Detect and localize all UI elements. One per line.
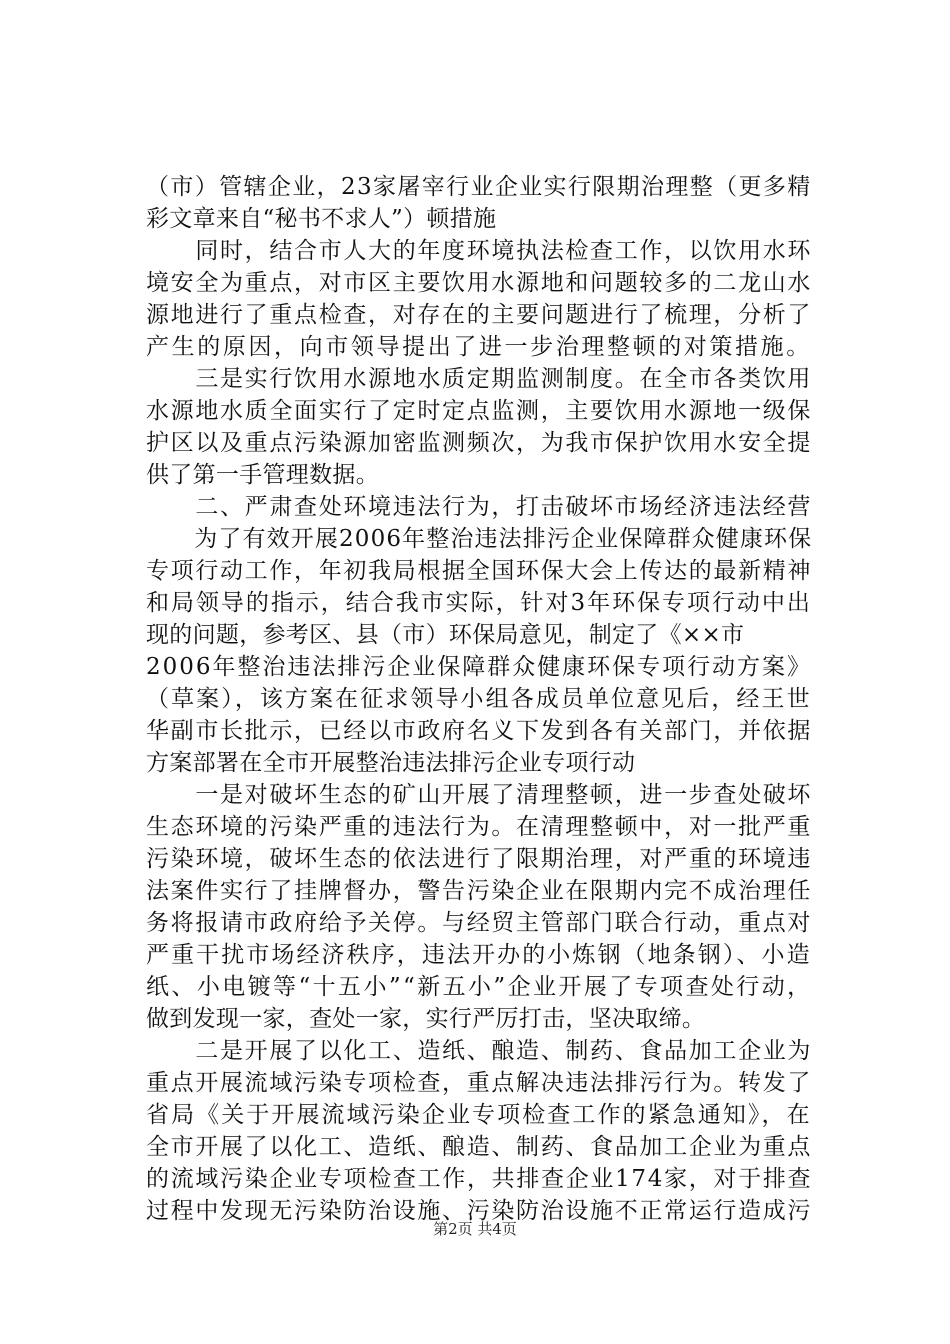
text-line: 的流域污染企业专项检查工作，共排查企业174家，对于排查 [146, 1166, 813, 1192]
text-line: （市）管辖企业，23家屠宰行业企业实行限期治理整（更多精 [146, 174, 812, 200]
text-line: 污染环境，破坏生态的依法进行了限期治理，对严重的环境违 [146, 846, 813, 872]
text-line: 严重干扰市场经济秩序，违法开办的小炼钢（地条钢）、小造 [146, 942, 812, 968]
text-line: 过程中发现无污染防治设施、污染防治设施不正常运行造成污 [146, 1198, 813, 1224]
document-body [146, 171, 812, 1227]
text-line: 供了第一手管理数据。 [146, 462, 379, 488]
text-line: 境安全为重点，对市区主要饮用水源地和问题较多的二龙山水 [146, 270, 813, 296]
text-line: 方案部署在全市开展整治违法排污企业专项行动 [146, 750, 636, 776]
text-line: 全市开展了以化工、造纸、酿造、制药、食品加工企业为重点 [146, 1134, 813, 1160]
page-footer: 第2页 共4页 [433, 1220, 517, 1238]
text-line: 做到发现一家，查处一家，实行严厉打击，坚决取缔。 [146, 1006, 706, 1032]
text-line: 生态环境的污染严重的违法行为。在清理整顿中，对一批严重 [146, 814, 813, 840]
text-line: 和局领导的指示，结合我市实际，针对3年环保专项行动中出 [146, 590, 812, 616]
text-line: 法案件实行了挂牌督办，警告污染企业在限期内完不成治理任 [146, 878, 813, 904]
text-line: 水源地水质全面实行了定时定点监测，主要饮用水源地一级保 [146, 398, 813, 424]
text-line: 重点开展流域污染专项检查，重点解决违法排污行为。转发了 [146, 1070, 813, 1096]
text-line: 同时，结合市人大的年度环境执法检查工作，以饮用水环 [146, 238, 813, 264]
text-line: 源地进行了重点检查，对存在的主要问题进行了梳理，分析了 [146, 302, 813, 328]
text-line: 彩文章来自“秘书不求人”）顿措施 [146, 206, 497, 232]
text-line: 现的问题，参考区、县（市）环保局意见，制定了《××市 [146, 622, 745, 648]
text-line: 二、严肃查处环境违法行为，打击破坏市场经济违法经营 [146, 494, 813, 520]
text-line: 护区以及重点污染源加密监测频次，为我市保护饮用水安全提 [146, 430, 813, 456]
text-line: 二是开展了以化工、造纸、酿造、制药、食品加工企业为 [146, 1038, 813, 1064]
text-line: 纸、小电镀等“十五小”“新五小”企业开展了专项查处行动， [146, 974, 813, 1000]
text-line: （草案），该方案在征求领导小组各成员单位意见后，经王世 [146, 686, 812, 712]
text-line: 务将报请市政府给予关停。与经贸主管部门联合行动，重点对 [146, 910, 813, 936]
text-line: 专项行动工作，年初我局根据全国环保大会上传达的最新精神 [146, 558, 813, 584]
text-line: 省局《关于开展流域污染企业专项检查工作的紧急通知》，在 [146, 1102, 812, 1128]
text-line: 2006年整治违法排污企业保障群众健康环保专项行动方案》 [146, 654, 812, 680]
text-line: 为了有效开展2006年整治违法排污企业保障群众健康环保 [146, 526, 813, 552]
text-line: 三是实行饮用水源地水质定期监测制度。在全市各类饮用 [146, 366, 813, 392]
text-line: 华副市长批示，已经以市政府名义下发到各有关部门，并依据 [146, 718, 813, 744]
text-line: 一是对破坏生态的矿山开展了清理整顿，进一步查处破坏 [146, 782, 813, 808]
text-line: 产生的原因，向市领导提出了进一步治理整顿的对策措施。 [146, 334, 812, 360]
